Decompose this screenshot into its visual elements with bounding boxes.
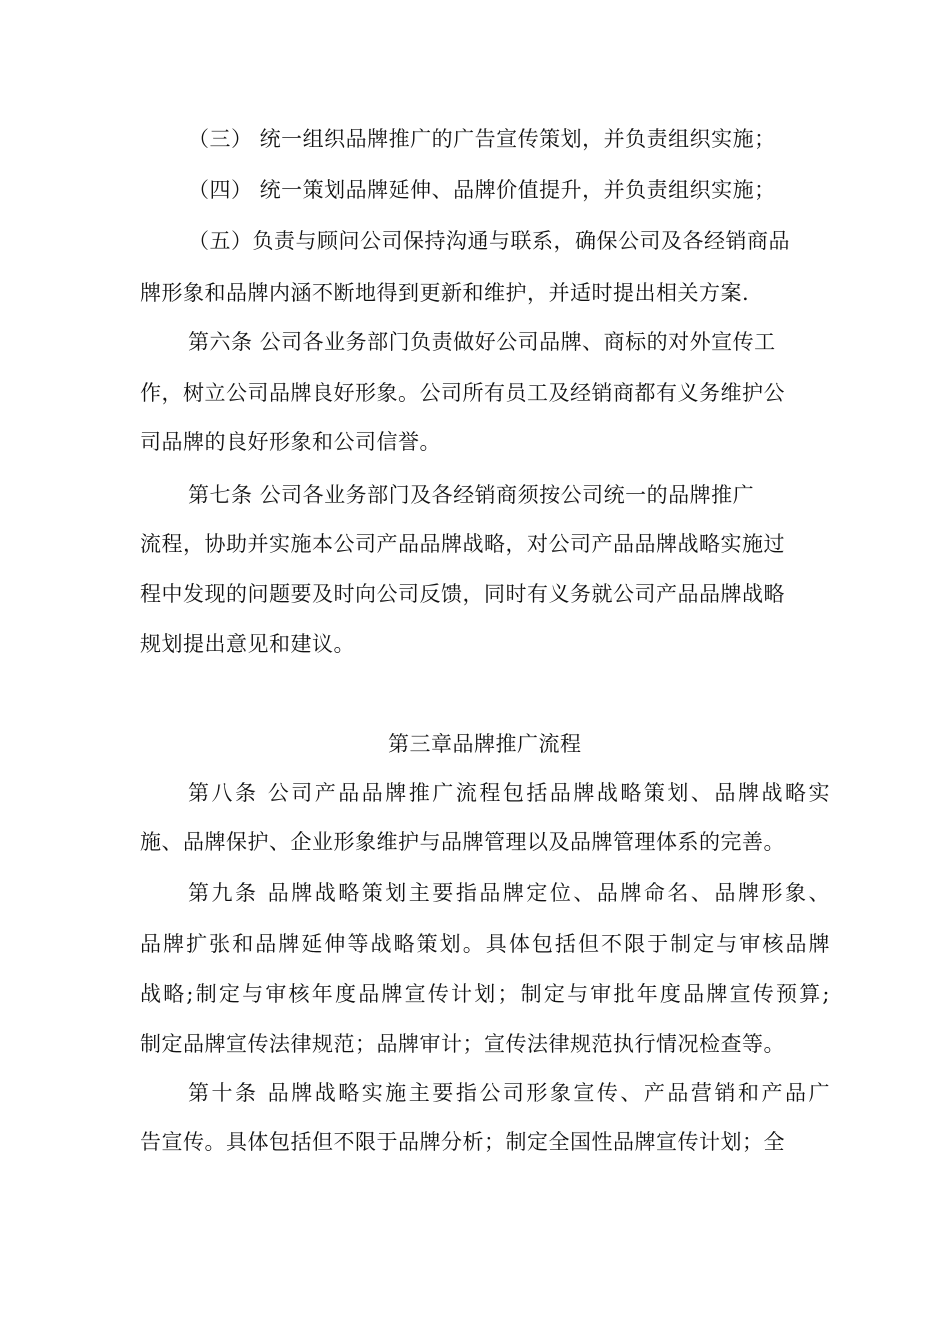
text-line: （五）负责与顾问公司保持沟通与联系，确保公司及各经销商品 [188,229,790,253]
article-7-heading-line: 第七条 公司各业务部门及各经销商须按公司统一的品牌推广 [188,483,755,507]
article-9-heading-line: 第九条 品牌战略策划主要指品牌定位、品牌命名、品牌形象、 [188,881,830,905]
text-line: 施、品牌保护、企业形象维护与品牌管理以及品牌管理体系的完善。 [140,830,785,854]
text-line: 规划提出意见和建议。 [140,632,355,656]
text-line: 战略;制定与审核年度品牌宣传计划；制定与审批年度品牌宣传预算; [140,982,830,1006]
text-line: （三） 统一组织品牌推广的广告宣传策划，并负责组织实施； [188,127,776,151]
text-line: 司品牌的良好形象和公司信誉。 [140,430,441,454]
text-line: 流程，协助并实施本公司产品品牌战略，对公司产品品牌战略实施过 [140,532,785,556]
text-line: 品牌扩张和品牌延伸等战略策划。具体包括但不限于制定与审核品牌 [140,932,830,956]
text-line: 程中发现的问题要及时向公司反馈，同时有义务就公司产品品牌战略 [140,582,785,606]
text-line: 告宣传。具体包括但不限于品牌分析；制定全国性品牌宣传计划；全 [140,1130,785,1154]
chapter-title: 第三章品牌推广流程 [388,732,582,756]
text-line: （四） 统一策划品牌延伸、品牌价值提升，并负责组织实施； [188,178,776,202]
article-6-heading-line: 第六条 公司各业务部门负责做好公司品牌、商标的对外宣传工 [188,330,776,354]
text-line: 制定品牌宣传法律规范；品牌审计；宣传法律规范执行情况检查等。 [140,1032,785,1056]
text-line: 牌形象和品牌内涵不断地得到更新和维护，并适时提出相关方案. [140,281,750,305]
article-10-heading-line: 第十条 品牌战略实施主要指公司形象宣传、产品营销和产品广 [188,1081,830,1105]
text-line: 作，树立公司品牌良好形象。公司所有员工及经销商都有义务维护公 [140,381,785,405]
article-8-heading-line: 第八条 公司产品品牌推广流程包括品牌战略策划、品牌战略实 [188,781,830,805]
